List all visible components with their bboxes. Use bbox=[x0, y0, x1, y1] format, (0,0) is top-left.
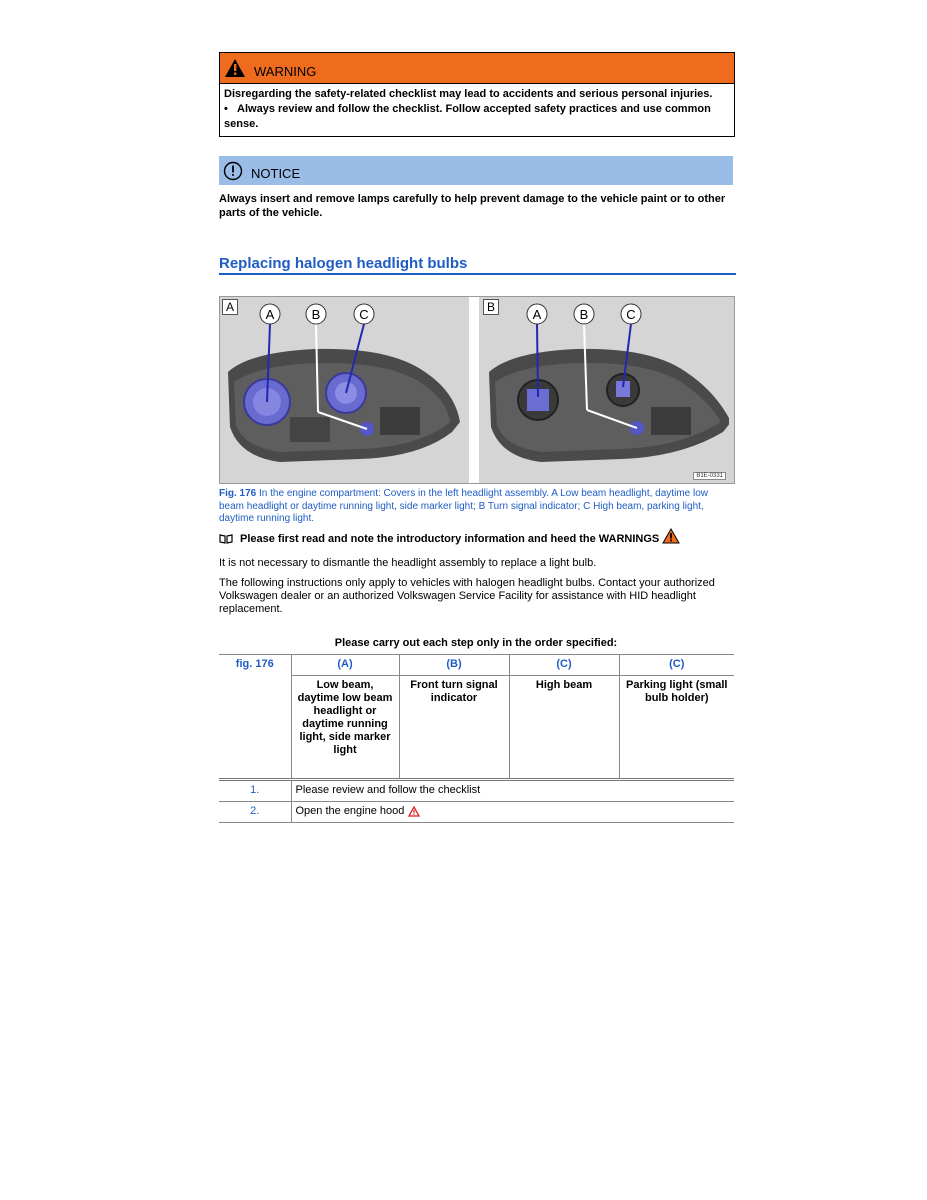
paragraph-dismantle: It is not necessary to dismantle the headlight assembly to replace a light bulb. bbox=[219, 557, 597, 569]
column-header[interactable]: fig. 176 bbox=[219, 655, 291, 676]
table-heading: Please carry out each step only in the order specified: bbox=[334, 637, 618, 649]
step-number: 2. bbox=[219, 802, 291, 823]
table-cell bbox=[219, 676, 291, 780]
table-cell: Parking light (small bulb holder) bbox=[619, 676, 734, 780]
step-text-wrap bbox=[296, 805, 421, 817]
callout-label: C bbox=[359, 307, 369, 322]
callout-label: A bbox=[532, 307, 542, 322]
column-header[interactable]: (A) bbox=[291, 655, 399, 676]
headlight-figure bbox=[219, 296, 735, 484]
book-icon bbox=[219, 534, 233, 544]
warning-box bbox=[219, 52, 735, 137]
callout-label: A bbox=[265, 307, 275, 322]
read-first-note bbox=[219, 533, 733, 545]
warning-text: Disregarding the safety-related checklist may lead to accidents and serious personal injuries. bbox=[224, 88, 713, 100]
table-row bbox=[219, 802, 734, 823]
figure-caption-text: In the engine compartment: Covers in the left headlight assembly. A Low beam headlight, daytime low beam headlight or daytime running light, side marker light; B Turn signal indicator; C High beam, parking light, daytime running light. bbox=[219, 488, 708, 524]
notice-text: Always insert and remove lamps carefully to help prevent damage to the vehicle paint or to other parts of the vehicle. bbox=[219, 193, 726, 219]
notice-header bbox=[219, 156, 733, 185]
warning-title: WARNING bbox=[254, 63, 317, 79]
section-divider bbox=[219, 273, 736, 275]
callout-label: C bbox=[626, 307, 636, 322]
step-cell bbox=[291, 802, 734, 823]
table-cell: Front turn signal indicator bbox=[399, 676, 509, 780]
step-text: Please review and follow the checklist bbox=[291, 780, 734, 802]
warning-triangle-icon bbox=[224, 58, 246, 78]
bullet-icon: • bbox=[224, 103, 238, 115]
warning-triangle-icon[interactable] bbox=[662, 528, 680, 544]
figure-divider bbox=[469, 297, 479, 483]
warning-triangle-icon[interactable] bbox=[408, 806, 420, 817]
table-header-row bbox=[219, 655, 734, 676]
step-number: 1. bbox=[219, 780, 291, 802]
table-cell: Low beam, daytime low beam headlight or daytime running light, side marker light bbox=[291, 676, 399, 780]
table-cell: High beam bbox=[509, 676, 619, 780]
column-header[interactable]: (B) bbox=[399, 655, 509, 676]
column-header[interactable]: (C) bbox=[619, 655, 734, 676]
table-description-row bbox=[219, 676, 734, 780]
figure-label: Fig. 176 bbox=[219, 488, 257, 499]
figure-panel-b bbox=[481, 297, 729, 483]
steps-table bbox=[219, 654, 734, 823]
warning-body bbox=[220, 84, 734, 136]
callout-label: B bbox=[579, 307, 589, 322]
read-first-text: Please first read and note the introductory information and heed the WARNINGS bbox=[240, 533, 660, 545]
callout-label: B bbox=[311, 307, 321, 322]
warning-bullet-text: Always review and follow the checklist. Follow accepted safety practices and use common sense. bbox=[224, 103, 711, 130]
notice-title: NOTICE bbox=[251, 165, 301, 181]
callout-overlay bbox=[220, 297, 468, 483]
panel-label: A bbox=[222, 299, 238, 315]
figure-panel-a bbox=[220, 297, 468, 483]
figure-caption bbox=[219, 488, 733, 526]
warning-bullet bbox=[224, 102, 730, 132]
callout-overlay bbox=[481, 297, 729, 483]
exclamation-circle-icon bbox=[223, 161, 243, 181]
warning-header bbox=[220, 53, 734, 84]
table-row bbox=[219, 780, 734, 802]
column-header[interactable]: (C) bbox=[509, 655, 619, 676]
figure-code: B1E-0331 bbox=[693, 472, 726, 480]
section-title: Replacing halogen headlight bulbs bbox=[219, 255, 468, 272]
paragraph-halogen: The following instructions only apply to vehicles with halogen headlight bulbs. Contact your authorized Volkswagen dealer or an authorized Volkswagen Service Facility for assistance with HID headlight replacement. bbox=[219, 577, 715, 615]
step-text: Open the engine hood bbox=[295, 805, 405, 817]
panel-label: B bbox=[483, 299, 499, 315]
